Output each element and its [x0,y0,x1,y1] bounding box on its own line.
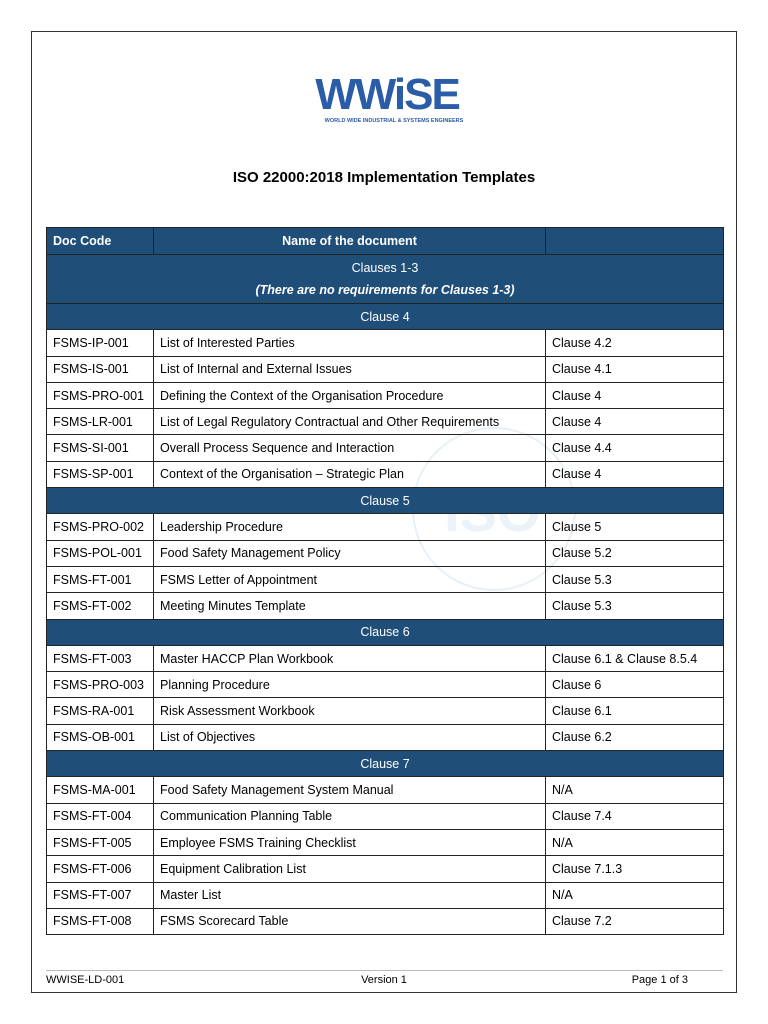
document-page [31,31,737,993]
clause-ref-cell: Clause 5.2 [546,540,724,566]
document-name-cell: Overall Process Sequence and Interaction [154,435,546,461]
table-row [47,803,724,829]
doc-code-cell: FSMS-RA-001 [47,698,154,724]
clause-ref-cell: Clause 4 [546,382,724,408]
doc-code-cell: FSMS-PRO-001 [47,382,154,408]
doc-code-cell: FSMS-FT-004 [47,803,154,829]
doc-code-cell: FSMS-PRO-002 [47,514,154,540]
doc-code-cell: FSMS-LR-001 [47,409,154,435]
clause-section-row [47,304,724,330]
clause-ref-cell: Clause 5.3 [546,566,724,592]
doc-code-cell: FSMS-FT-003 [47,645,154,671]
doc-code-cell: FSMS-FT-005 [47,829,154,855]
document-name-cell: Employee FSMS Training Checklist [154,829,546,855]
header-clause [546,228,724,255]
table-row [47,856,724,882]
table-row [47,435,724,461]
doc-code-cell: FSMS-FT-008 [47,908,154,934]
footer-divider [46,970,723,971]
clause-section-row [47,751,724,777]
clause-section-label: Clause 6 [47,619,724,645]
clause-ref-cell: Clause 4 [546,409,724,435]
table-row [47,645,724,671]
clause-ref-cell: Clause 6.1 [546,698,724,724]
clause-ref-cell: Clause 7.2 [546,908,724,934]
document-name-cell: Leadership Procedure [154,514,546,540]
clause-ref-cell: Clause 7.4 [546,803,724,829]
table-row [47,908,724,934]
document-name-cell: List of Legal Regulatory Contractual and Other Requirements [154,409,546,435]
logo-name: WWiSE [315,70,459,119]
clause-ref-cell: N/A [546,777,724,803]
clause-1-3-cell [47,255,724,304]
clause-ref-cell: Clause 4.4 [546,435,724,461]
table-row [47,593,724,619]
doc-code-cell: FSMS-SI-001 [47,435,154,461]
footer-doc-code: WWISE-LD-001 [46,974,125,986]
document-name-cell: Master List [154,882,546,908]
clause-ref-cell: Clause 4 [546,461,724,487]
clause-section-label: Clause 7 [47,751,724,777]
table-row [47,672,724,698]
doc-code-cell: FSMS-FT-001 [47,566,154,592]
header-doc-code: Doc Code [47,228,154,255]
document-name-cell: List of Objectives [154,724,546,750]
doc-code-cell: FSMS-IP-001 [47,330,154,356]
document-name-cell: FSMS Scorecard Table [154,908,546,934]
document-name-cell: Food Safety Management System Manual [154,777,546,803]
doc-code-cell: FSMS-PRO-003 [47,672,154,698]
doc-code-cell: FSMS-POL-001 [47,540,154,566]
clause-ref-cell: Clause 6 [546,672,724,698]
document-name-cell: FSMS Letter of Appointment [154,566,546,592]
table-row [47,409,724,435]
clause-1-3-row [47,255,724,304]
table-row [47,566,724,592]
document-name-cell: Food Safety Management Policy [154,540,546,566]
documents-table [46,227,724,935]
clause-ref-cell: N/A [546,882,724,908]
footer-version: Version 1 [361,974,407,986]
table-row [47,514,724,540]
clause-ref-cell: Clause 4.1 [546,356,724,382]
table-row [47,461,724,487]
document-name-cell: Equipment Calibration List [154,856,546,882]
document-name-cell: List of Interested Parties [154,330,546,356]
document-name-cell: Defining the Context of the Organisation Procedure [154,382,546,408]
clause-ref-cell: Clause 6.2 [546,724,724,750]
header-document-name: Name of the document [154,228,546,255]
doc-code-cell: FSMS-MA-001 [47,777,154,803]
table-row [47,829,724,855]
document-title: ISO 22000:2018 Implementation Templates [232,169,536,186]
table-row [47,382,724,408]
clause-ref-cell: Clause 7.1.3 [546,856,724,882]
document-name-cell: Meeting Minutes Template [154,593,546,619]
table-row [47,882,724,908]
table-body [47,255,724,935]
table-row [47,356,724,382]
document-name-cell: Risk Assessment Workbook [154,698,546,724]
company-logo [307,72,467,130]
clause-ref-cell: Clause 6.1 & Clause 8.5.4 [546,645,724,671]
footer-page-number: Page 1 of 3 [631,974,688,986]
doc-code-cell: FSMS-FT-007 [47,882,154,908]
doc-code-cell: FSMS-IS-001 [47,356,154,382]
doc-code-cell: FSMS-OB-001 [47,724,154,750]
logo-tagline: WORLD WIDE INDUSTRIAL & SYSTEMS ENGINEERS [324,118,464,124]
doc-code-cell: FSMS-FT-006 [47,856,154,882]
document-name-cell: List of Internal and External Issues [154,356,546,382]
document-name-cell: Master HACCP Plan Workbook [154,645,546,671]
clause-1-3-note: (There are no requirements for Clauses 1-3) [255,283,515,297]
table-row [47,777,724,803]
document-name-cell: Communication Planning Table [154,803,546,829]
document-name-cell: Planning Procedure [154,672,546,698]
table-row [47,540,724,566]
table-header-row [47,228,724,255]
doc-code-cell: FSMS-SP-001 [47,461,154,487]
table-row [47,724,724,750]
clause-section-label: Clause 5 [47,488,724,514]
table-row [47,698,724,724]
clause-1-3-label: Clauses 1-3 [351,261,419,275]
clause-ref-cell: Clause 5.3 [546,593,724,619]
doc-code-cell: FSMS-FT-002 [47,593,154,619]
clause-ref-cell: Clause 5 [546,514,724,540]
clause-section-row [47,488,724,514]
clause-section-label: Clause 4 [47,304,724,330]
clause-ref-cell: Clause 4.2 [546,330,724,356]
table-row [47,330,724,356]
clause-ref-cell: N/A [546,829,724,855]
clause-section-row [47,619,724,645]
document-name-cell: Context of the Organisation – Strategic Plan [154,461,546,487]
